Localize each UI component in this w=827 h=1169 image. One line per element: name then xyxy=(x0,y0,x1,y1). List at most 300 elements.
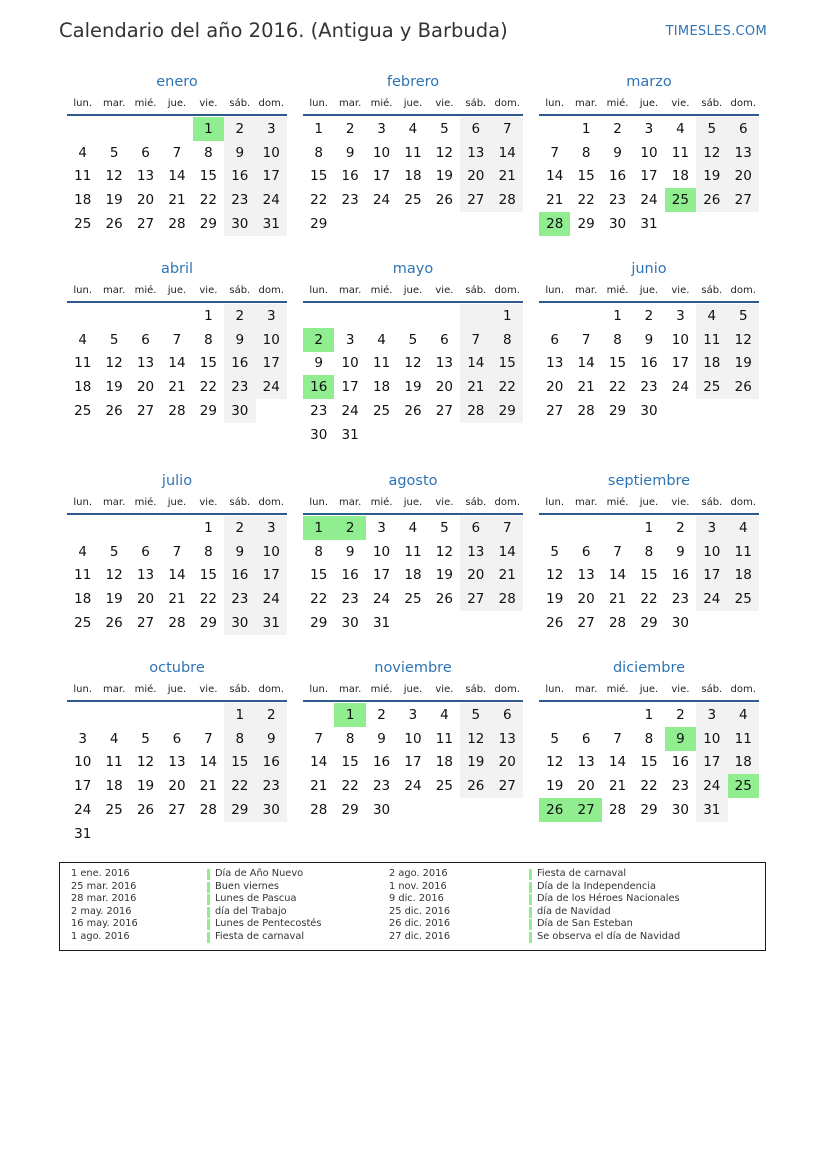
weekday-label: jue. xyxy=(639,285,659,296)
weekday-label: mié. xyxy=(606,497,629,508)
day-cell: 4 xyxy=(696,304,727,328)
legend-date: 1 nov. 2016 xyxy=(389,880,447,892)
day-grid xyxy=(539,117,759,236)
empty-cell xyxy=(67,516,98,540)
day-cell: 9 xyxy=(314,355,323,372)
weekday-label: lun. xyxy=(309,285,329,296)
day-cell: 26 xyxy=(404,403,422,420)
day-cell: 24 xyxy=(696,587,727,611)
day-cell: 7 xyxy=(492,516,523,540)
day-cell: 27 xyxy=(492,774,523,798)
day-cell: 13 xyxy=(492,727,523,751)
day-cell: 30 xyxy=(224,399,255,423)
legend-holiday-name: Día de los Héroes Nacionales xyxy=(537,893,680,904)
empty-cell xyxy=(602,703,633,727)
weekday-label: jue. xyxy=(167,98,187,109)
day-cell: 27 xyxy=(136,216,155,233)
day-cell: 6 xyxy=(728,117,759,141)
holiday-day-cell: 9 xyxy=(665,727,696,751)
empty-cell xyxy=(193,703,224,727)
holiday-day-cell: 28 xyxy=(539,212,570,236)
day-cell: 1 xyxy=(204,519,213,536)
day-cell: 21 xyxy=(168,192,186,209)
day-cell: 1 xyxy=(224,703,255,727)
day-cell: 29 xyxy=(608,403,627,420)
day-cell: 21 xyxy=(168,379,186,396)
day-cell: 16 xyxy=(256,751,287,775)
legend-color-marker xyxy=(529,932,532,943)
weekday-header xyxy=(303,93,523,116)
day-cell: 28 xyxy=(608,802,627,819)
day-cell: 3 xyxy=(696,703,727,727)
weekday-label: lun. xyxy=(73,98,93,109)
weekday-label: mar. xyxy=(339,497,362,508)
day-cell: 18 xyxy=(728,751,759,775)
empty-cell xyxy=(460,304,491,328)
day-cell: 9 xyxy=(644,331,654,348)
legend-color-marker xyxy=(529,894,532,905)
day-cell: 17 xyxy=(696,564,727,588)
weekday-label: vie. xyxy=(435,684,454,695)
day-cell: 21 xyxy=(199,778,217,795)
weekday-label: jue. xyxy=(167,684,187,695)
weekday-label: mié. xyxy=(370,285,393,296)
day-cell: 4 xyxy=(408,120,418,137)
day-cell: 15 xyxy=(199,567,217,584)
weekday-label: jue. xyxy=(167,497,187,508)
weekday-label: dom. xyxy=(494,98,520,109)
weekday-label: mié. xyxy=(134,684,157,695)
day-cell: 16 xyxy=(608,168,627,185)
empty-cell xyxy=(539,703,570,727)
day-cell: 8 xyxy=(613,331,622,348)
day-cell: 29 xyxy=(577,216,595,233)
weekday-label: sáb. xyxy=(229,285,251,296)
weekday-header xyxy=(539,492,759,515)
day-cell: 10 xyxy=(256,141,287,165)
month-name: enero xyxy=(156,74,198,90)
empty-cell xyxy=(98,703,129,727)
day-cell: 2 xyxy=(676,706,685,723)
weekday-label: sáb. xyxy=(465,497,487,508)
day-cell: 15 xyxy=(310,567,328,584)
month-diciembre xyxy=(539,662,759,822)
day-cell: 12 xyxy=(136,754,155,771)
legend-holiday-name: día del Trabajo xyxy=(215,905,287,917)
day-cell: 14 xyxy=(546,168,564,185)
day-grid xyxy=(539,304,759,423)
weekday-label: sáb. xyxy=(701,684,723,695)
day-cell: 31 xyxy=(372,615,391,632)
legend-holiday-name: Día de la Independencia xyxy=(537,880,656,892)
day-cell: 27 xyxy=(136,403,155,420)
weekday-label: sáb. xyxy=(465,98,487,109)
day-cell: 3 xyxy=(377,120,386,137)
day-cell: 2 xyxy=(644,307,654,324)
day-cell: 5 xyxy=(109,543,119,560)
weekday-header xyxy=(303,492,523,515)
day-cell: 5 xyxy=(109,331,119,348)
day-cell: 8 xyxy=(314,144,323,161)
month-name: agosto xyxy=(388,473,438,489)
day-cell: 10 xyxy=(372,543,391,560)
weekday-label: dom. xyxy=(258,98,284,109)
day-cell: 26 xyxy=(435,192,453,209)
empty-cell xyxy=(67,117,98,141)
day-cell: 24 xyxy=(74,802,92,819)
day-cell: 5 xyxy=(728,304,759,328)
day-cell: 13 xyxy=(577,754,595,771)
day-cell: 23 xyxy=(341,591,359,608)
day-cell: 19 xyxy=(105,591,123,608)
day-cell: 28 xyxy=(168,403,186,420)
day-cell: 22 xyxy=(608,379,627,396)
weekday-label: mié. xyxy=(134,497,157,508)
day-cell: 22 xyxy=(640,778,658,795)
day-cell: 5 xyxy=(109,144,119,161)
day-cell: 21 xyxy=(608,778,627,795)
day-cell: 18 xyxy=(74,591,92,608)
day-cell: 25 xyxy=(74,615,92,632)
day-cell: 3 xyxy=(676,307,685,324)
day-cell: 4 xyxy=(676,120,685,137)
holiday-day-cell: 1 xyxy=(193,117,224,141)
day-cell: 4 xyxy=(78,543,87,560)
day-cell: 25 xyxy=(696,375,727,399)
day-cell: 13 xyxy=(460,540,491,564)
day-cell: 2 xyxy=(377,706,386,723)
weekday-label: sáb. xyxy=(701,285,723,296)
brand-link[interactable]: TIMESLES.COM xyxy=(665,24,767,39)
day-cell: 24 xyxy=(404,778,422,795)
day-cell: 1 xyxy=(613,307,622,324)
weekday-label: jue. xyxy=(403,684,423,695)
legend-color-marker xyxy=(529,907,532,918)
day-cell: 17 xyxy=(640,168,658,185)
day-cell: 7 xyxy=(460,328,491,352)
empty-cell xyxy=(67,304,98,328)
day-cell: 10 xyxy=(671,331,689,348)
day-cell: 16 xyxy=(224,165,255,189)
day-cell: 11 xyxy=(696,328,727,352)
day-cell: 11 xyxy=(105,754,123,771)
weekday-label: lun. xyxy=(545,98,565,109)
legend-holiday-name: Se observa el día de Navidad xyxy=(537,930,681,942)
day-cell: 11 xyxy=(74,355,92,372)
day-cell: 2 xyxy=(224,304,255,328)
day-cell: 24 xyxy=(671,379,689,396)
day-cell: 10 xyxy=(256,328,287,352)
weekday-label: lun. xyxy=(73,497,93,508)
day-cell: 17 xyxy=(372,567,391,584)
day-cell: 22 xyxy=(199,591,217,608)
day-cell: 15 xyxy=(577,168,595,185)
day-cell: 17 xyxy=(696,751,727,775)
weekday-label: vie. xyxy=(199,98,218,109)
legend-date: 2 may. 2016 xyxy=(71,905,132,917)
day-cell: 19 xyxy=(546,591,564,608)
holiday-day-cell: 2 xyxy=(303,328,334,352)
day-cell: 21 xyxy=(608,591,627,608)
day-cell: 1 xyxy=(204,307,213,324)
page-title: Calendario del año 2016. (Antigua y Barbuda) xyxy=(59,19,508,42)
day-cell: 13 xyxy=(577,567,595,584)
month-name: julio xyxy=(161,473,193,489)
month-enero xyxy=(67,76,287,236)
day-cell: 30 xyxy=(372,802,391,819)
day-cell: 25 xyxy=(728,587,759,611)
day-grid xyxy=(67,703,287,846)
day-cell: 6 xyxy=(550,331,559,348)
day-cell: 17 xyxy=(372,168,391,185)
day-cell: 24 xyxy=(372,591,391,608)
day-cell: 12 xyxy=(105,355,123,372)
day-cell: 31 xyxy=(696,798,727,822)
day-cell: 19 xyxy=(435,567,453,584)
day-cell: 12 xyxy=(435,144,453,161)
day-cell: 8 xyxy=(644,543,654,560)
weekday-label: dom. xyxy=(730,98,756,109)
legend-holiday-name: Buen viernes xyxy=(215,880,280,892)
day-cell: 6 xyxy=(172,730,182,747)
day-cell: 3 xyxy=(256,304,287,328)
day-cell: 17 xyxy=(341,379,359,396)
legend-date: 2 ago. 2016 xyxy=(389,868,448,879)
empty-cell xyxy=(98,117,129,141)
day-grid xyxy=(539,703,759,822)
day-cell: 11 xyxy=(74,168,92,185)
day-cell: 10 xyxy=(696,540,727,564)
month-name: septiembre xyxy=(607,473,691,489)
day-grid xyxy=(303,117,523,236)
day-cell: 14 xyxy=(608,754,627,771)
weekday-label: vie. xyxy=(199,497,218,508)
empty-cell xyxy=(130,304,161,328)
day-cell: 10 xyxy=(74,754,92,771)
day-cell: 18 xyxy=(74,192,92,209)
day-cell: 10 xyxy=(696,727,727,751)
day-cell: 23 xyxy=(224,375,255,399)
empty-cell xyxy=(602,516,633,540)
day-cell: 6 xyxy=(460,117,491,141)
month-name: octubre xyxy=(149,660,205,676)
day-cell: 18 xyxy=(372,379,391,396)
weekday-label: sáb. xyxy=(701,98,723,109)
day-cell: 2 xyxy=(224,516,255,540)
day-cell: 20 xyxy=(577,591,595,608)
day-cell: 28 xyxy=(199,802,217,819)
day-cell: 31 xyxy=(341,426,359,443)
weekday-label: mié. xyxy=(606,684,629,695)
day-cell: 12 xyxy=(696,141,727,165)
day-cell: 5 xyxy=(550,730,559,747)
day-cell: 4 xyxy=(728,703,759,727)
day-cell: 6 xyxy=(581,543,591,560)
day-cell: 5 xyxy=(550,543,559,560)
day-cell: 21 xyxy=(577,379,595,396)
day-cell: 9 xyxy=(345,543,355,560)
day-grid xyxy=(67,304,287,423)
day-cell: 17 xyxy=(671,355,689,372)
weekday-header xyxy=(67,280,287,303)
day-cell: 7 xyxy=(172,331,182,348)
day-cell: 26 xyxy=(136,802,155,819)
day-cell: 6 xyxy=(581,730,591,747)
day-cell: 11 xyxy=(435,730,453,747)
day-cell: 5 xyxy=(408,331,418,348)
day-cell: 7 xyxy=(613,730,622,747)
legend-date: 16 may. 2016 xyxy=(71,918,138,929)
day-cell: 3 xyxy=(644,120,654,137)
weekday-label: dom. xyxy=(730,497,756,508)
day-cell: 17 xyxy=(256,564,287,588)
day-cell: 18 xyxy=(74,379,92,396)
day-cell: 10 xyxy=(640,144,658,161)
weekday-label: mié. xyxy=(370,497,393,508)
weekday-label: mié. xyxy=(134,98,157,109)
weekday-label: vie. xyxy=(671,684,690,695)
day-cell: 31 xyxy=(74,825,92,842)
month-abril xyxy=(67,263,287,423)
empty-cell xyxy=(161,304,192,328)
weekday-header xyxy=(303,679,523,702)
day-cell: 13 xyxy=(136,355,155,372)
day-cell: 30 xyxy=(224,212,255,236)
day-cell: 10 xyxy=(256,540,287,564)
day-cell: 23 xyxy=(372,778,391,795)
day-cell: 25 xyxy=(404,192,422,209)
weekday-label: vie. xyxy=(435,285,454,296)
day-cell: 4 xyxy=(728,516,759,540)
day-cell: 18 xyxy=(105,778,123,795)
legend-color-marker xyxy=(207,907,210,918)
day-cell: 3 xyxy=(377,519,386,536)
weekday-label: vie. xyxy=(435,497,454,508)
day-cell: 18 xyxy=(728,564,759,588)
day-cell: 23 xyxy=(256,774,287,798)
month-noviembre xyxy=(303,662,523,822)
day-cell: 5 xyxy=(696,117,727,141)
legend-color-marker xyxy=(529,869,532,880)
day-cell: 29 xyxy=(640,802,658,819)
weekday-label: mar. xyxy=(575,98,598,109)
day-cell: 20 xyxy=(460,564,491,588)
day-cell: 8 xyxy=(581,144,591,161)
empty-cell xyxy=(539,304,570,328)
weekday-label: mar. xyxy=(575,497,598,508)
weekday-header xyxy=(67,93,287,116)
day-cell: 18 xyxy=(696,352,727,376)
day-cell: 14 xyxy=(168,567,186,584)
legend-color-marker xyxy=(207,894,210,905)
day-cell: 26 xyxy=(105,216,123,233)
day-cell: 3 xyxy=(408,706,418,723)
day-cell: 26 xyxy=(546,615,564,632)
weekday-label: mar. xyxy=(339,98,362,109)
weekday-header xyxy=(539,679,759,702)
day-cell: 28 xyxy=(608,615,627,632)
month-name: junio xyxy=(631,261,667,277)
empty-cell xyxy=(67,703,98,727)
day-cell: 29 xyxy=(310,615,328,632)
day-cell: 12 xyxy=(105,168,123,185)
day-cell: 28 xyxy=(577,403,595,420)
day-cell: 26 xyxy=(460,774,491,798)
legend-date: 1 ene. 2016 xyxy=(71,868,130,879)
day-cell: 2 xyxy=(256,703,287,727)
day-cell: 18 xyxy=(435,754,453,771)
month-name: febrero xyxy=(386,74,440,90)
legend-holiday-name: Fiesta de carnaval xyxy=(537,868,627,879)
day-cell: 7 xyxy=(172,144,182,161)
weekday-label: mar. xyxy=(339,285,362,296)
month-name: diciembre xyxy=(612,660,686,676)
day-cell: 12 xyxy=(435,543,453,560)
day-cell: 28 xyxy=(492,188,523,212)
legend-date: 9 dic. 2016 xyxy=(389,893,444,904)
day-cell: 24 xyxy=(640,192,658,209)
day-cell: 9 xyxy=(613,144,622,161)
day-cell: 20 xyxy=(136,591,155,608)
day-cell: 8 xyxy=(204,144,213,161)
day-cell: 12 xyxy=(728,328,759,352)
day-cell: 2 xyxy=(676,519,685,536)
legend-color-marker xyxy=(207,882,210,893)
legend-holiday-name: Lunes de Pascua xyxy=(215,893,297,904)
day-cell: 25 xyxy=(372,403,391,420)
day-cell: 19 xyxy=(136,778,155,795)
day-cell: 1 xyxy=(644,706,654,723)
day-cell: 29 xyxy=(199,615,217,632)
day-cell: 19 xyxy=(460,751,491,775)
legend-date: 1 ago. 2016 xyxy=(71,930,130,942)
day-cell: 5 xyxy=(141,730,150,747)
day-cell: 18 xyxy=(404,567,422,584)
day-cell: 20 xyxy=(435,379,453,396)
day-cell: 20 xyxy=(492,751,523,775)
day-cell: 15 xyxy=(640,567,658,584)
day-cell: 22 xyxy=(199,192,217,209)
empty-cell xyxy=(570,304,601,328)
empty-cell xyxy=(429,304,460,328)
weekday-label: mié. xyxy=(606,98,629,109)
legend-date: 25 dic. 2016 xyxy=(389,905,451,917)
weekday-label: mar. xyxy=(575,684,598,695)
legend-color-marker xyxy=(207,919,210,930)
day-cell: 4 xyxy=(109,730,119,747)
day-grid xyxy=(303,703,523,822)
weekday-label: mié. xyxy=(370,98,393,109)
day-cell: 8 xyxy=(314,543,323,560)
day-cell: 9 xyxy=(256,727,287,751)
month-febrero xyxy=(303,76,523,236)
day-cell: 20 xyxy=(168,778,186,795)
day-cell: 12 xyxy=(546,754,564,771)
day-cell: 27 xyxy=(577,615,595,632)
empty-cell xyxy=(161,117,192,141)
day-cell: 20 xyxy=(136,379,155,396)
day-cell: 6 xyxy=(141,331,150,348)
day-cell: 22 xyxy=(199,379,217,396)
day-cell: 24 xyxy=(696,774,727,798)
day-cell: 29 xyxy=(310,216,328,233)
weekday-label: sáb. xyxy=(229,98,251,109)
weekday-label: mar. xyxy=(103,285,126,296)
day-cell: 4 xyxy=(408,519,418,536)
empty-cell xyxy=(303,304,334,328)
day-cell: 14 xyxy=(577,355,595,372)
day-cell: 16 xyxy=(341,567,359,584)
